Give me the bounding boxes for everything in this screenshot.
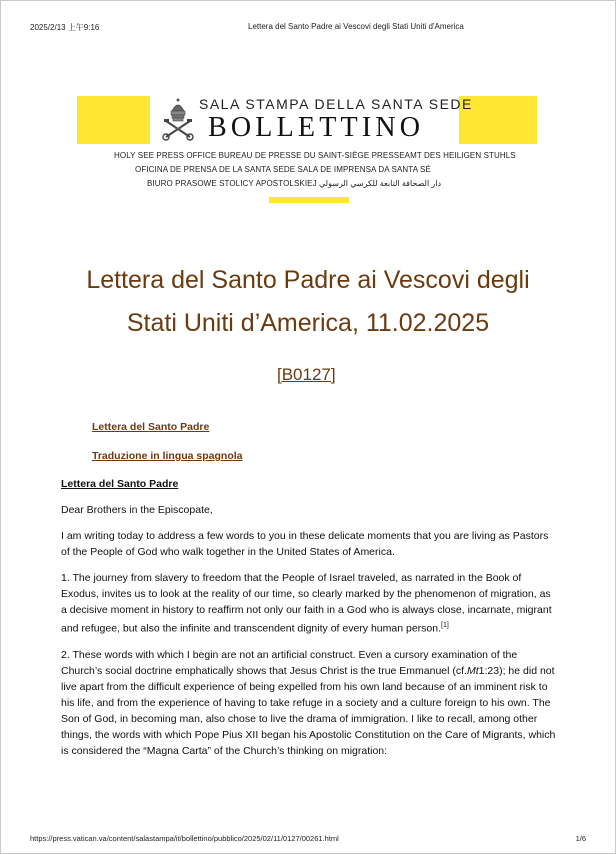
salutation: Dear Brothers in the Episcopate,	[61, 504, 213, 516]
page-title-line-1: Lettera del Santo Padre ai Vescovi degli	[86, 266, 530, 294]
yellow-banner-bottom	[269, 197, 349, 203]
page-title-line-2: Stati Uniti d’America, 11.02.2025	[126, 309, 490, 337]
sala-stampa-heading: SALA STAMPA DELLA SANTA SEDE	[199, 96, 473, 112]
paragraph-1	[61, 570, 557, 637]
papal-keys-emblem-icon	[160, 97, 196, 143]
paragraph-1-text: 1. The journey from slavery to freedom that the People of Israel traveled, as narrated in the Book of Exodus, invites us to look at the reality of our time, so clearly marked by the phenomenon of migration, as a decisive moment in history to reaffirm not only our faith in a God who is always close, incarnate, migrant and refugee, but also the infinite and transcendent dignity of every human person.	[61, 572, 552, 635]
print-document-title: Lettera del Santo Padre ai Vescovi degli Stati Uniti d'America	[248, 22, 464, 31]
toc-link-traduzione-spagnola[interactable]: Traduzione in lingua spagnola	[92, 450, 243, 462]
footnote-link[interactable]: [1]	[441, 622, 449, 629]
letter-body	[61, 476, 557, 769]
press-office-line-1: HOLY SEE PRESS OFFICE BUREAU DE PRESSE DU SAINT-SIÈGE PRESSEAMT DES HEILIGEN STUHLS	[114, 151, 516, 160]
bulletin-code-link[interactable]: [B0127]	[277, 365, 336, 384]
paragraph-2-text-b: 1:23); he did not live apart from the difficult experience of being expelled from his own land because of an imminent risk to his life, and from the experience of having to take refuge in a society and a culture foreign to his own. The Son of God, in becoming man, also chose to live the drama of immigration. I like to recall, among other things, the words with which Pope Pius XII began his Apostolic Constitution on the Care of Migrants, which is considered the “Magna Carta” of the Church’s thinking on migration:	[61, 664, 556, 757]
press-office-line-3: BIURO PRASOWE STOLICY APOSTOLSKIEJ دار الصحافة التابعة للكرسي الرسولي	[147, 179, 442, 188]
page-number: 1/6	[575, 834, 586, 843]
bollettino-wordmark: BOLLETTINO	[208, 112, 425, 143]
section-heading: Lettera del Santo Padre	[61, 478, 179, 490]
print-date: 2025/2/13 上午9:16	[30, 23, 100, 32]
paragraph-2-text-a: 2. These words with which I begin are not an artificial construct. Even a cursory examination of the Church’s social doctrine emphatically shows that Jesus Christ is the true Emmanuel (cf.	[61, 648, 518, 677]
paragraph-2	[61, 647, 557, 759]
press-office-line-2: OFICINA DE PRENSA DE LA SANTA SEDE SALA DE IMPRENSA DA SANTA SÉ	[135, 165, 431, 174]
paragraph-intro: I am writing today to address a few words to you in these delicate moments that you are living as Pastors of the People of God who walk together in the United States of America.	[61, 530, 549, 558]
scripture-reference: Mt	[466, 664, 479, 677]
print-url: https://press.vatican.va/content/salastampa/it/bollettino/pubblico/2025/02/11/0127/00261.html	[30, 834, 339, 843]
yellow-banner-left	[77, 96, 150, 144]
toc-link-lettera[interactable]: Lettera del Santo Padre	[92, 421, 210, 433]
